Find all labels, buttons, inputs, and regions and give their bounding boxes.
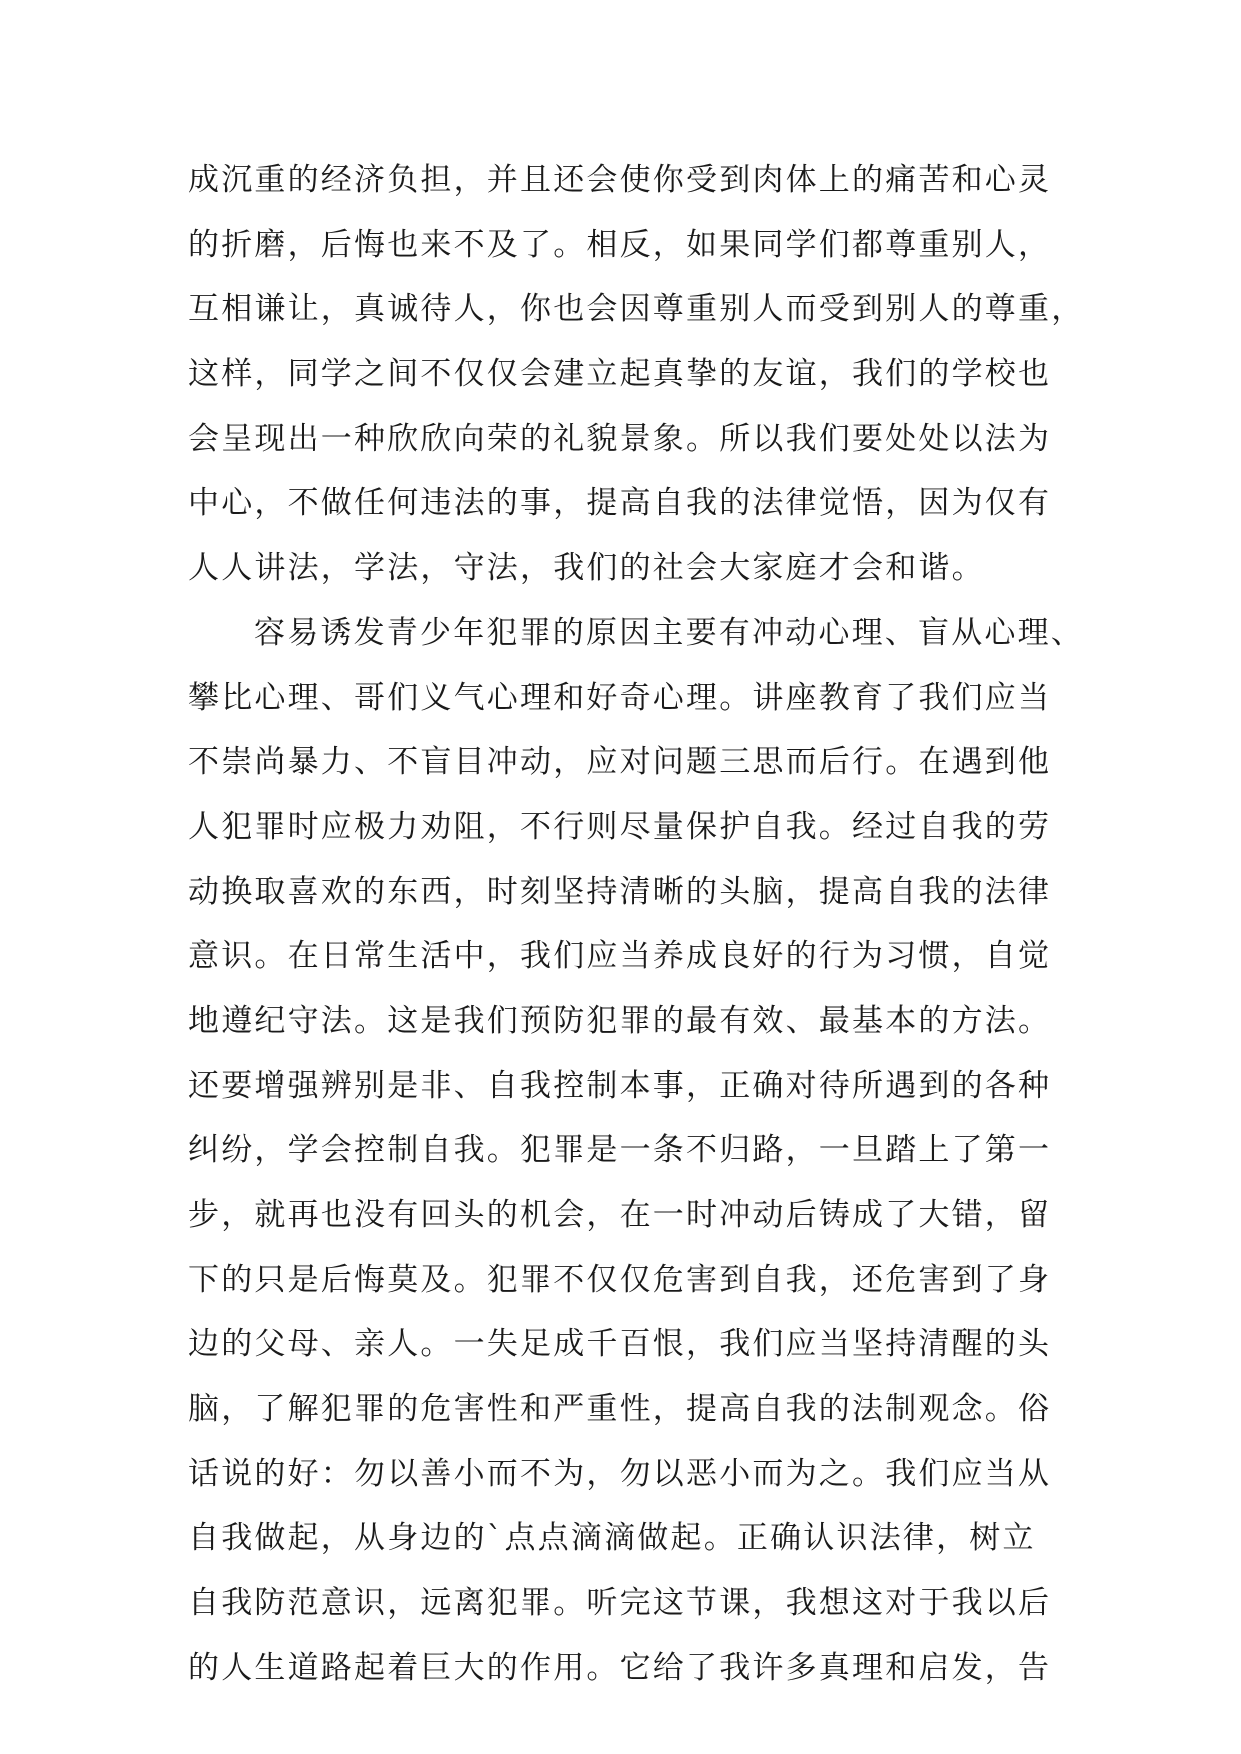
text-line: 脑，了解犯罪的危害性和严重性，提高自我的法制观念。俗 <box>188 1391 1052 1428</box>
text-line: 话说的好：勿以善小而不为，勿以恶小而为之。我们应当从 <box>188 1455 1052 1492</box>
text-line: 会呈现出一种欣欣向荣的礼貌景象。所以我们要处处以法为 <box>188 420 1052 457</box>
text-line: 动换取喜欢的东西，时刻坚持清晰的头脑，提高自我的法律 <box>188 873 1052 910</box>
text-line: 自我防范意识，远离犯罪。听完这节课，我想这对于我以后 <box>188 1585 1052 1622</box>
text-line: 还要增强辨别是非、自我控制本事，正确对待所遇到的各种 <box>188 1067 1052 1104</box>
text-line: 的人生道路起着巨大的作用。它给了我许多真理和启发，告 <box>188 1649 1052 1686</box>
text-line: 不崇尚暴力、不盲目冲动，应对问题三思而后行。在遇到他 <box>188 744 1052 781</box>
text-line: 人犯罪时应极力劝阻，不行则尽量保护自我。经过自我的劳 <box>188 808 1052 845</box>
text-line: 攀比心理、哥们义气心理和好奇心理。讲座教育了我们应当 <box>188 679 1052 716</box>
text-line: 下的只是后悔莫及。犯罪不仅仅危害到自我，还危害到了身 <box>188 1261 1052 1298</box>
text-line: 容易诱发青少年犯罪的原因主要有冲动心理、盲从心理、 <box>254 614 1084 651</box>
text-line: 人人讲法，学法，守法，我们的社会大家庭才会和谐。 <box>188 550 985 587</box>
text-line: 边的父母、亲人。一失足成千百恨，我们应当坚持清醒的头 <box>188 1326 1052 1363</box>
document-body <box>188 160 1085 1713</box>
text-line: 意识。在日常生活中，我们应当养成良好的行为习惯，自觉 <box>188 938 1052 975</box>
text-line: 纠纷，学会控制自我。犯罪是一条不归路，一旦踏上了第一 <box>188 1132 1052 1169</box>
text-line: 步，就再也没有回头的机会，在一时冲动后铸成了大错，留 <box>188 1197 1052 1233</box>
paragraph-1 <box>188 160 1085 613</box>
text-line: 中心，不做任何违法的事，提高自我的法律觉悟，因为仅有 <box>188 485 1052 522</box>
text-line: 互相谦让，真诚待人，你也会因尊重别人而受到别人的尊重， <box>188 291 1085 328</box>
paragraph-2 <box>188 613 1084 1713</box>
text-line: 成沉重的经济负担，并且还会使你受到肉体上的痛苦和心灵 <box>188 162 1052 198</box>
text-line: 这样，同学之间不仅仅会建立起真挚的友谊，我们的学校也 <box>188 356 1052 393</box>
text-line: 自我做起，从身边的`点点滴滴做起。正确认识法律，树立 <box>188 1520 1036 1557</box>
text-line: 的折磨，后悔也来不及了。相反，如果同学们都尊重别人， <box>188 226 1052 263</box>
text-line: 地遵纪守法。这是我们预防犯罪的最有效、最基本的方法。 <box>188 1002 1052 1039</box>
